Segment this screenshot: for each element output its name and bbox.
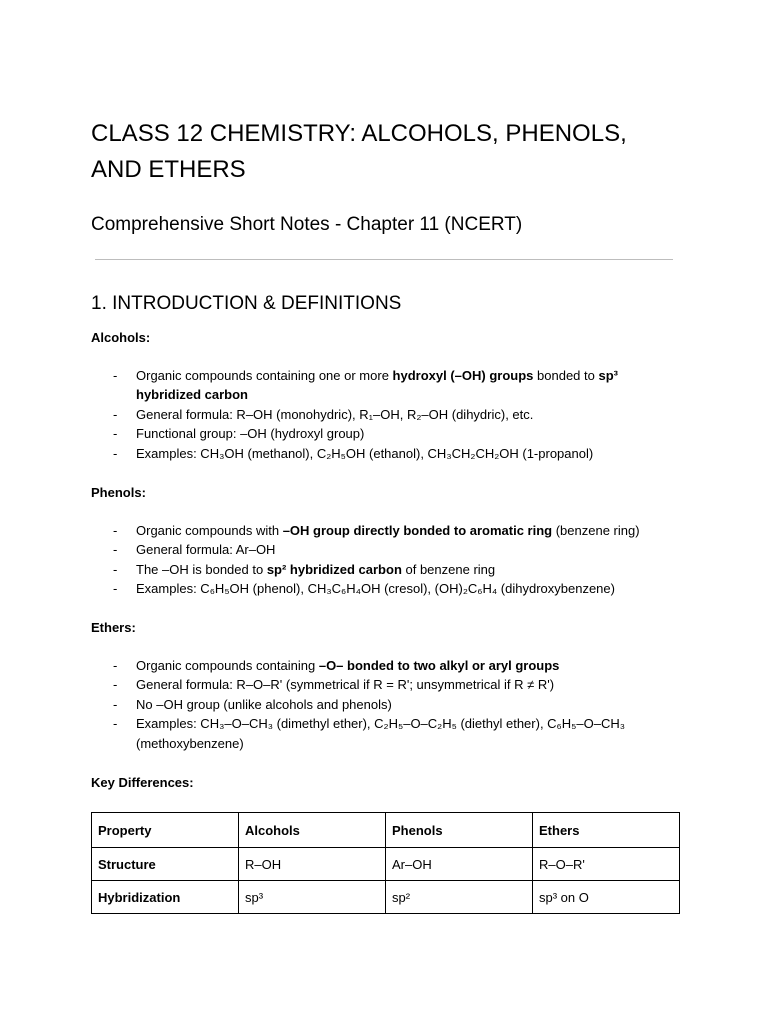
bullet-dash: - — [113, 406, 118, 422]
key-differences-label: Key Differences: — [91, 775, 194, 790]
list-item — [91, 560, 681, 579]
table-cell: Structure — [92, 848, 239, 881]
list-item — [91, 675, 681, 694]
list-item-text: Organic compounds with — [136, 523, 283, 538]
bullet-dash: - — [113, 658, 118, 673]
list-item-text: Examples: CH₃OH (methanol), C₂H₅OH (ethanol), CH₃CH₂CH₂OH (1-propanol) — [136, 445, 594, 461]
table-cell: R–OH — [239, 848, 386, 881]
list-item — [91, 695, 681, 714]
list-item-emphasis: –OH group directly bonded to aromatic ring — [282, 523, 553, 538]
table-cell: sp² — [386, 881, 533, 914]
phenols-list — [91, 521, 681, 599]
table-header-cell: Property — [92, 813, 239, 848]
list-item-text: of benzene ring — [401, 561, 496, 577]
table-cell: sp³ on O — [533, 881, 680, 914]
table-header-cell: Phenols — [386, 813, 533, 848]
bullet-dash: - — [113, 716, 118, 732]
page-subtitle: Comprehensive Short Notes - Chapter 11 (NCERT) — [91, 214, 523, 235]
table-cell: Ar–OH — [386, 848, 533, 881]
table-cell: sp³ — [239, 881, 386, 914]
ethers-label: Ethers: — [91, 620, 136, 635]
ethers-list — [91, 656, 681, 753]
phenols-label: Phenols: — [91, 485, 146, 500]
table-row — [92, 848, 680, 881]
list-item-emphasis: sp³ hybridized carbon — [136, 368, 618, 403]
list-item — [91, 366, 681, 405]
list-item — [91, 714, 681, 753]
list-item — [91, 521, 681, 540]
list-item — [91, 656, 681, 675]
list-item — [91, 424, 681, 443]
list-item-text: Examples: CH₃–O–CH₃ (dimethyl ether), C₂H₅–O–C₂H₅ (diethyl ether), C₆H₅–O–CH₃ (methoxybenzene) — [136, 716, 626, 751]
bullet-dash: - — [113, 677, 118, 693]
list-item-text: Organic compounds containing — [136, 658, 319, 673]
table-header-row — [92, 813, 680, 848]
bullet-dash: - — [113, 561, 118, 577]
table-header-cell: Ethers — [533, 813, 680, 848]
list-item-text: General formula: R–OH (monohydric), R₁–OH, R₂–OH (dihydric), etc. — [136, 406, 534, 422]
bullet-dash: - — [113, 523, 118, 538]
list-item-emphasis: hydroxyl (–OH) groups — [392, 368, 534, 383]
table-cell: Hybridization — [92, 881, 239, 914]
alcohols-label: Alcohols: — [91, 330, 151, 345]
list-item-text: Organic compounds containing one or more — [136, 368, 393, 383]
bullet-dash: - — [113, 368, 118, 383]
list-item-text: Functional group: –OH (hydroxyl group) — [136, 426, 365, 442]
table-cell: R–O–R' — [533, 848, 680, 881]
list-item-text: bonded to — [533, 368, 599, 383]
list-item-emphasis: sp² hybridized carbon — [266, 561, 402, 577]
table-row — [92, 881, 680, 914]
list-item-emphasis: –O– bonded to two alkyl or aryl groups — [318, 658, 560, 673]
list-item — [91, 579, 681, 598]
list-item-text: General formula: R–O–R' (symmetrical if R = R'; unsymmetrical if R ≠ R') — [136, 677, 555, 693]
list-item-text: General formula: Ar–OH — [136, 542, 276, 558]
list-item — [91, 540, 681, 559]
key-differences-table — [91, 812, 680, 914]
list-item-text: No –OH group (unlike alcohols and phenols) — [136, 696, 392, 712]
bullet-dash: - — [113, 542, 118, 558]
section-heading: 1. INTRODUCTION & DEFINITIONS — [91, 293, 402, 314]
list-item — [91, 405, 681, 424]
bullet-dash: - — [113, 581, 118, 597]
alcohols-list — [91, 366, 681, 463]
list-item — [91, 444, 681, 463]
list-item-text: The –OH is bonded to — [136, 561, 267, 577]
horizontal-divider — [95, 259, 673, 260]
list-item-text: (benzene ring) — [552, 523, 640, 538]
bullet-dash: - — [113, 696, 118, 712]
list-item-text: Examples: C₆H₅OH (phenol), CH₃C₆H₄OH (cresol), (OH)₂C₆H₄ (dihydroxybenzene) — [136, 581, 615, 597]
bullet-dash: - — [113, 445, 118, 461]
bullet-dash: - — [113, 426, 118, 442]
table-header-cell: Alcohols — [239, 813, 386, 848]
page-title: CLASS 12 CHEMISTRY: ALCOHOLS, PHENOLS, AND ETHERS — [91, 120, 627, 183]
